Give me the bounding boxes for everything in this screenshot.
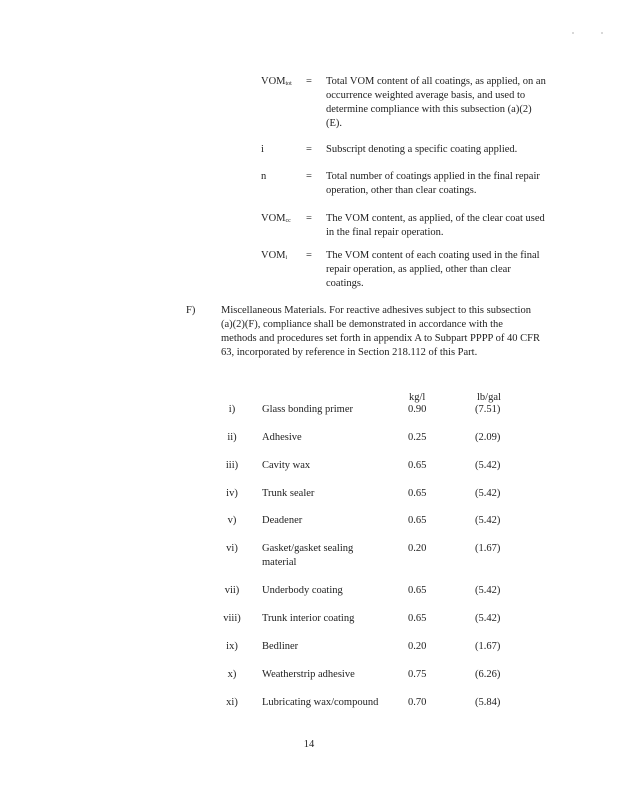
row-material: Glass bonding primer xyxy=(262,404,353,415)
row-kg-value: 0.65 xyxy=(408,613,427,624)
row-number: ii) xyxy=(227,432,237,443)
section-paragraph: Miscellaneous Materials. For reactive adhesives subject to this subsection (a)(2)(F), compliance shall be demonstrated in accordance with the methods and procedures set forth in appendix A to Subpart PPPP of 40 CFR 63, incorporated by reference in Section 218.112 of this Part. xyxy=(221,305,540,358)
row-kg-value: 0.25 xyxy=(408,432,427,443)
section-label: F) xyxy=(186,305,196,316)
row-material: Weatherstrip adhesive xyxy=(262,669,355,680)
page-number: 14 xyxy=(303,739,315,750)
definition-text: Total VOM content of all coatings, as applied, on an occurrence weighted average basis, and used to determine compliance with this subsection (a)(2)(E). xyxy=(326,76,546,129)
row-number: iv) xyxy=(226,488,238,499)
row-kg-value: 0.65 xyxy=(408,460,427,471)
row-lb-value: (7.51) xyxy=(475,404,501,415)
row-lb-value: (1.67) xyxy=(475,543,501,554)
row-material: Underbody coating xyxy=(262,585,343,596)
row-lb-value: (6.26) xyxy=(475,669,501,680)
column-header-kg: kg/l xyxy=(409,392,426,403)
row-lb-value: (5.42) xyxy=(475,488,501,499)
definition-symbol: $VOM_{tot}$ xyxy=(261,76,292,87)
row-number: xi) xyxy=(226,697,238,708)
row-lb-value: (5.42) xyxy=(475,460,501,471)
row-lb-value: (5.42) xyxy=(475,515,501,526)
row-number: iii) xyxy=(225,460,239,471)
row-lb-value: (1.67) xyxy=(475,641,501,652)
row-number: x) xyxy=(227,669,237,680)
definition-symbol: $VOM_i$ xyxy=(261,250,288,261)
scan-speck xyxy=(572,32,574,34)
row-kg-value: 0.90 xyxy=(408,404,427,415)
definition-equals: = xyxy=(306,171,312,182)
definition-equals: = xyxy=(306,213,312,224)
row-material: Lubricating wax/compound xyxy=(262,697,379,708)
row-lb-value: (5.84) xyxy=(475,697,501,708)
scan-speck xyxy=(601,32,603,34)
row-material: Gasket/gasket sealing material xyxy=(262,543,354,568)
definition-equals: = xyxy=(306,144,312,155)
row-lb-value: (2.09) xyxy=(475,432,501,443)
row-lb-value: (5.42) xyxy=(475,613,501,624)
row-number: i) xyxy=(228,404,236,415)
row-kg-value: 0.65 xyxy=(408,585,427,596)
definition-text: Total number of coatings applied in the final repair operation, other than clear coatings. xyxy=(326,171,540,196)
definition-symbol: n xyxy=(261,171,267,182)
row-kg-value: 0.75 xyxy=(408,669,427,680)
row-number: viii) xyxy=(223,613,241,624)
row-material: Cavity wax xyxy=(262,460,311,471)
row-kg-value: 0.70 xyxy=(408,697,427,708)
row-kg-value: 0.20 xyxy=(408,543,427,554)
row-number: v) xyxy=(227,515,237,526)
row-material: Trunk sealer xyxy=(262,488,315,499)
definition-text: The VOM content, as applied, of the clear coat used in the final repair operation. xyxy=(326,213,545,238)
definition-symbol: $VOM_{cc}$ xyxy=(261,213,291,224)
column-header-lb: lb/gal xyxy=(477,392,501,403)
row-lb-value: (5.42) xyxy=(475,585,501,596)
row-material: Bedliner xyxy=(262,641,299,652)
row-number: vii) xyxy=(224,585,240,596)
definition-text: Subscript denoting a specific coating applied. xyxy=(326,144,518,155)
row-material: Deadener xyxy=(262,515,303,526)
row-number: vi) xyxy=(226,543,238,554)
definition-text: The VOM content of each coating used in the final repair operation, as applied, other than clear coatings. xyxy=(326,250,540,289)
row-number: ix) xyxy=(226,641,238,652)
definition-equals: = xyxy=(306,76,312,87)
row-kg-value: 0.65 xyxy=(408,488,427,499)
definition-equals: = xyxy=(306,250,312,261)
row-material: Adhesive xyxy=(262,432,302,443)
row-kg-value: 0.65 xyxy=(408,515,427,526)
row-material: Trunk interior coating xyxy=(262,613,355,624)
definition-symbol: i xyxy=(261,144,264,155)
row-kg-value: 0.20 xyxy=(408,641,427,652)
